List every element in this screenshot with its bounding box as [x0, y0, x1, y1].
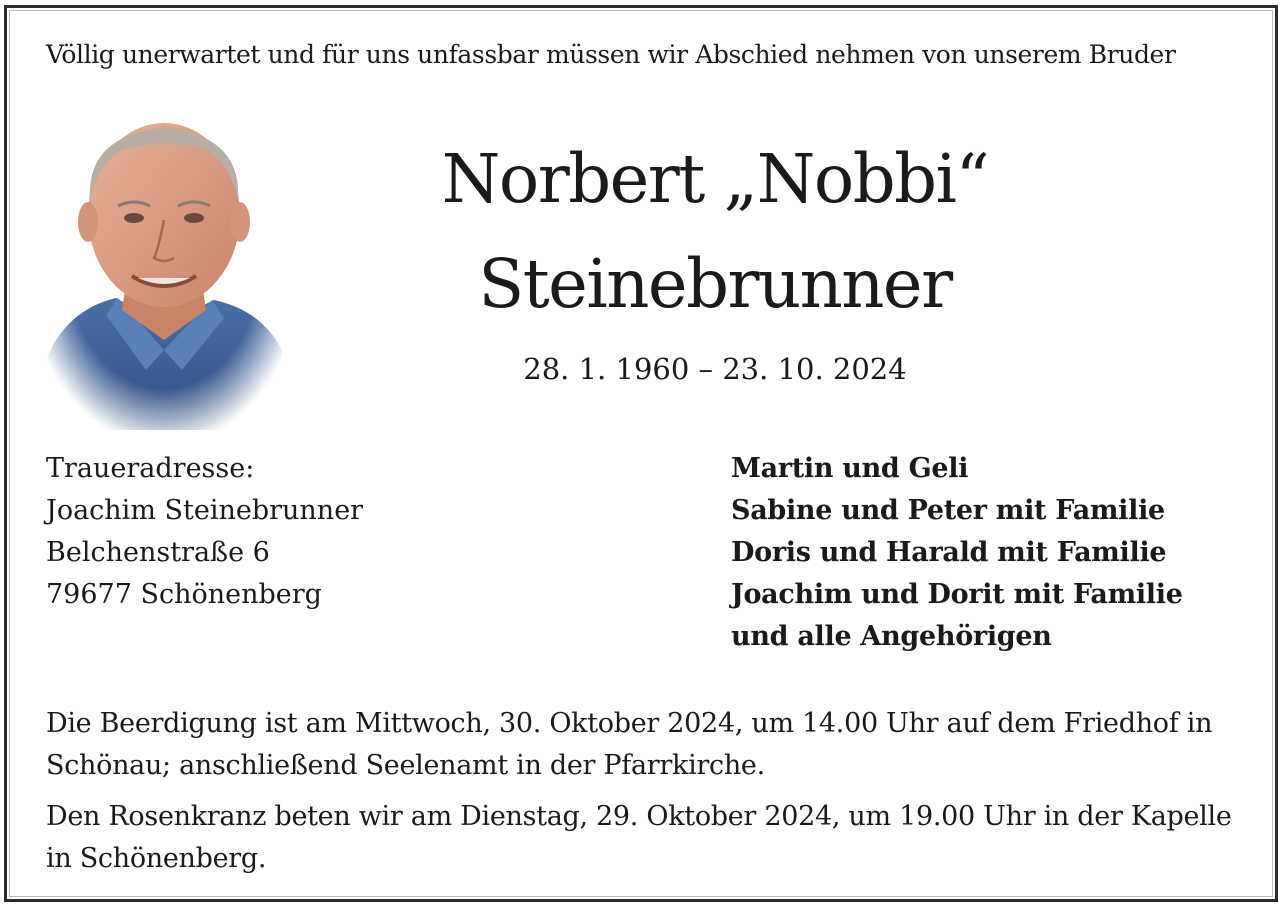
address-label: Traueradresse:	[46, 453, 255, 484]
address-line: 79677 Schönenberg	[46, 579, 322, 610]
rosary-info	[46, 796, 1246, 880]
name-line-1: Norbert „Nobbi“	[441, 140, 989, 218]
portrait-icon	[46, 110, 282, 430]
rosary-line: Den Rosenkranz beten wir am Dienstag, 29. Oktober 2024, um 19.00 Uhr in der Kapelle	[46, 801, 1232, 832]
funeral-info	[46, 703, 1246, 787]
intro-text: Völlig unerwartet und für uns unfassbar müssen wir Abschied nehmen von unserem Bruder	[46, 40, 1176, 69]
family-entry: Joachim und Dorit mit Familie	[731, 579, 1183, 610]
funeral-line: Die Beerdigung ist am Mittwoch, 30. Oktober 2024, um 14.00 Uhr auf dem Friedhof in	[46, 708, 1213, 739]
family-entry: Sabine und Peter mit Familie	[731, 495, 1165, 526]
mourning-address	[46, 448, 363, 616]
name-line-2: Steinebrunner	[478, 245, 952, 323]
rosary-line: in Schönenberg.	[46, 843, 267, 874]
funeral-line: Schönau; anschließend Seelenamt in der Pfarrkirche.	[46, 750, 765, 781]
family-entry: und alle Angehörigen	[731, 621, 1052, 652]
family-entry: Doris und Harald mit Familie	[731, 537, 1167, 568]
address-line: Joachim Steinebrunner	[46, 495, 364, 526]
life-dates: 28. 1. 1960 – 23. 10. 2024	[523, 352, 907, 386]
address-line: Belchenstraße 6	[46, 537, 270, 568]
portrait-photo	[46, 110, 282, 430]
family-entry: Martin und Geli	[731, 453, 969, 484]
family-list	[731, 448, 1183, 658]
